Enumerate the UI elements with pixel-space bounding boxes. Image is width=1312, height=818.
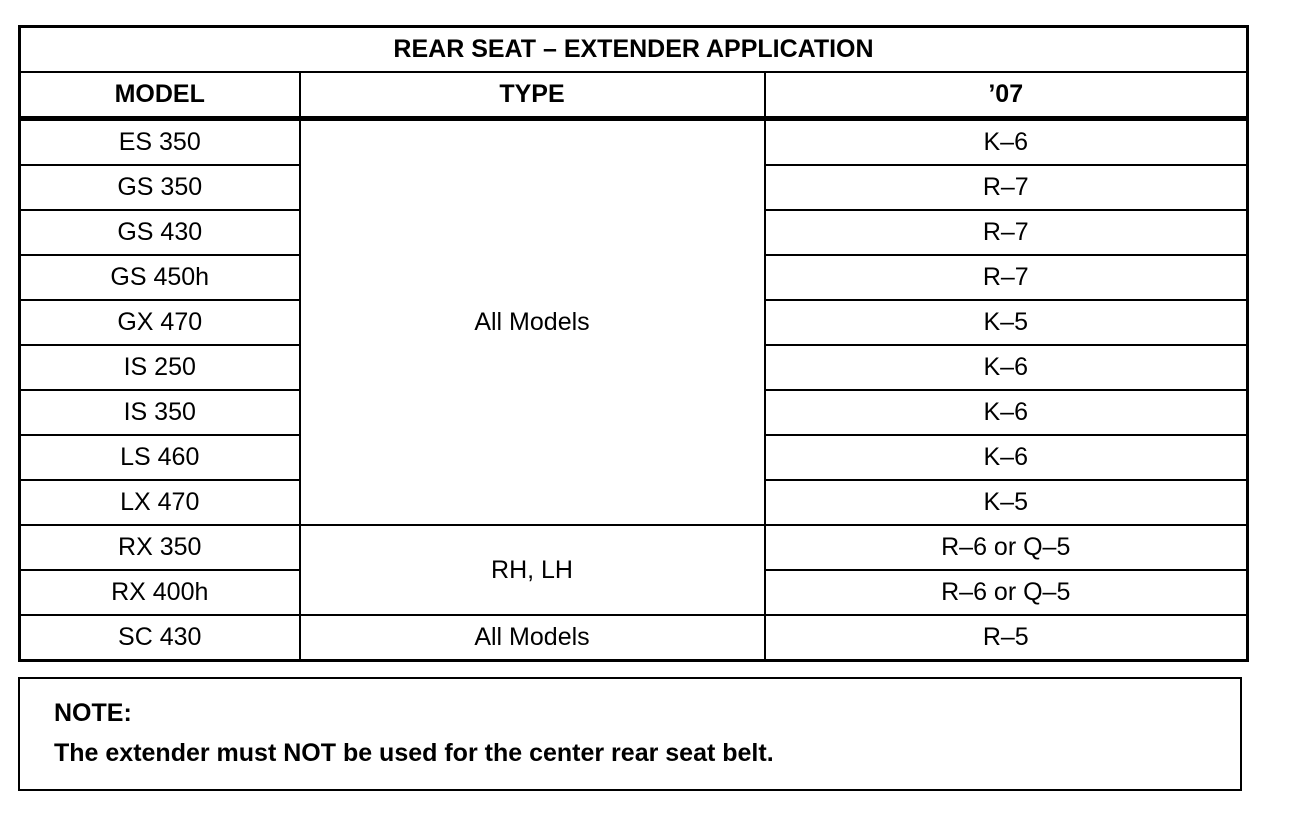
table-header-row (20, 72, 1248, 119)
year-cell: R–7 (765, 210, 1248, 255)
type-cell: All Models (300, 615, 765, 661)
model-cell: ES 350 (20, 119, 300, 166)
note-text: The extender must NOT be used for the center rear seat belt. (54, 739, 774, 767)
extender-application-table (18, 25, 1249, 662)
model-cell: GX 470 (20, 300, 300, 345)
table-title: REAR SEAT – EXTENDER APPLICATION (20, 27, 1248, 73)
year-cell: K–5 (765, 480, 1248, 525)
model-cell: RX 350 (20, 525, 300, 570)
header-model: MODEL (20, 72, 300, 119)
header-year: ’07 (765, 72, 1248, 119)
year-cell: K–6 (765, 435, 1248, 480)
model-cell: GS 350 (20, 165, 300, 210)
model-cell: SC 430 (20, 615, 300, 661)
model-cell: GS 450h (20, 255, 300, 300)
table-title-row (20, 27, 1248, 73)
year-cell: R–6 or Q–5 (765, 570, 1248, 615)
header-type: TYPE (300, 72, 765, 119)
model-cell: IS 350 (20, 390, 300, 435)
model-cell: LX 470 (20, 480, 300, 525)
table-row (20, 119, 1248, 166)
year-cell: K–6 (765, 390, 1248, 435)
type-cell: RH, LH (300, 525, 765, 615)
note-box (18, 677, 1242, 791)
year-cell: R–6 or Q–5 (765, 525, 1248, 570)
model-cell: RX 400h (20, 570, 300, 615)
table-row (20, 525, 1248, 570)
year-cell: R–7 (765, 255, 1248, 300)
year-cell: R–7 (765, 165, 1248, 210)
year-cell: K–5 (765, 300, 1248, 345)
table-row (20, 615, 1248, 661)
note-title: NOTE: (54, 699, 132, 727)
model-cell: LS 460 (20, 435, 300, 480)
type-cell: All Models (300, 119, 765, 526)
year-cell: K–6 (765, 345, 1248, 390)
model-cell: GS 430 (20, 210, 300, 255)
year-cell: R–5 (765, 615, 1248, 661)
year-cell: K–6 (765, 119, 1248, 166)
model-cell: IS 250 (20, 345, 300, 390)
